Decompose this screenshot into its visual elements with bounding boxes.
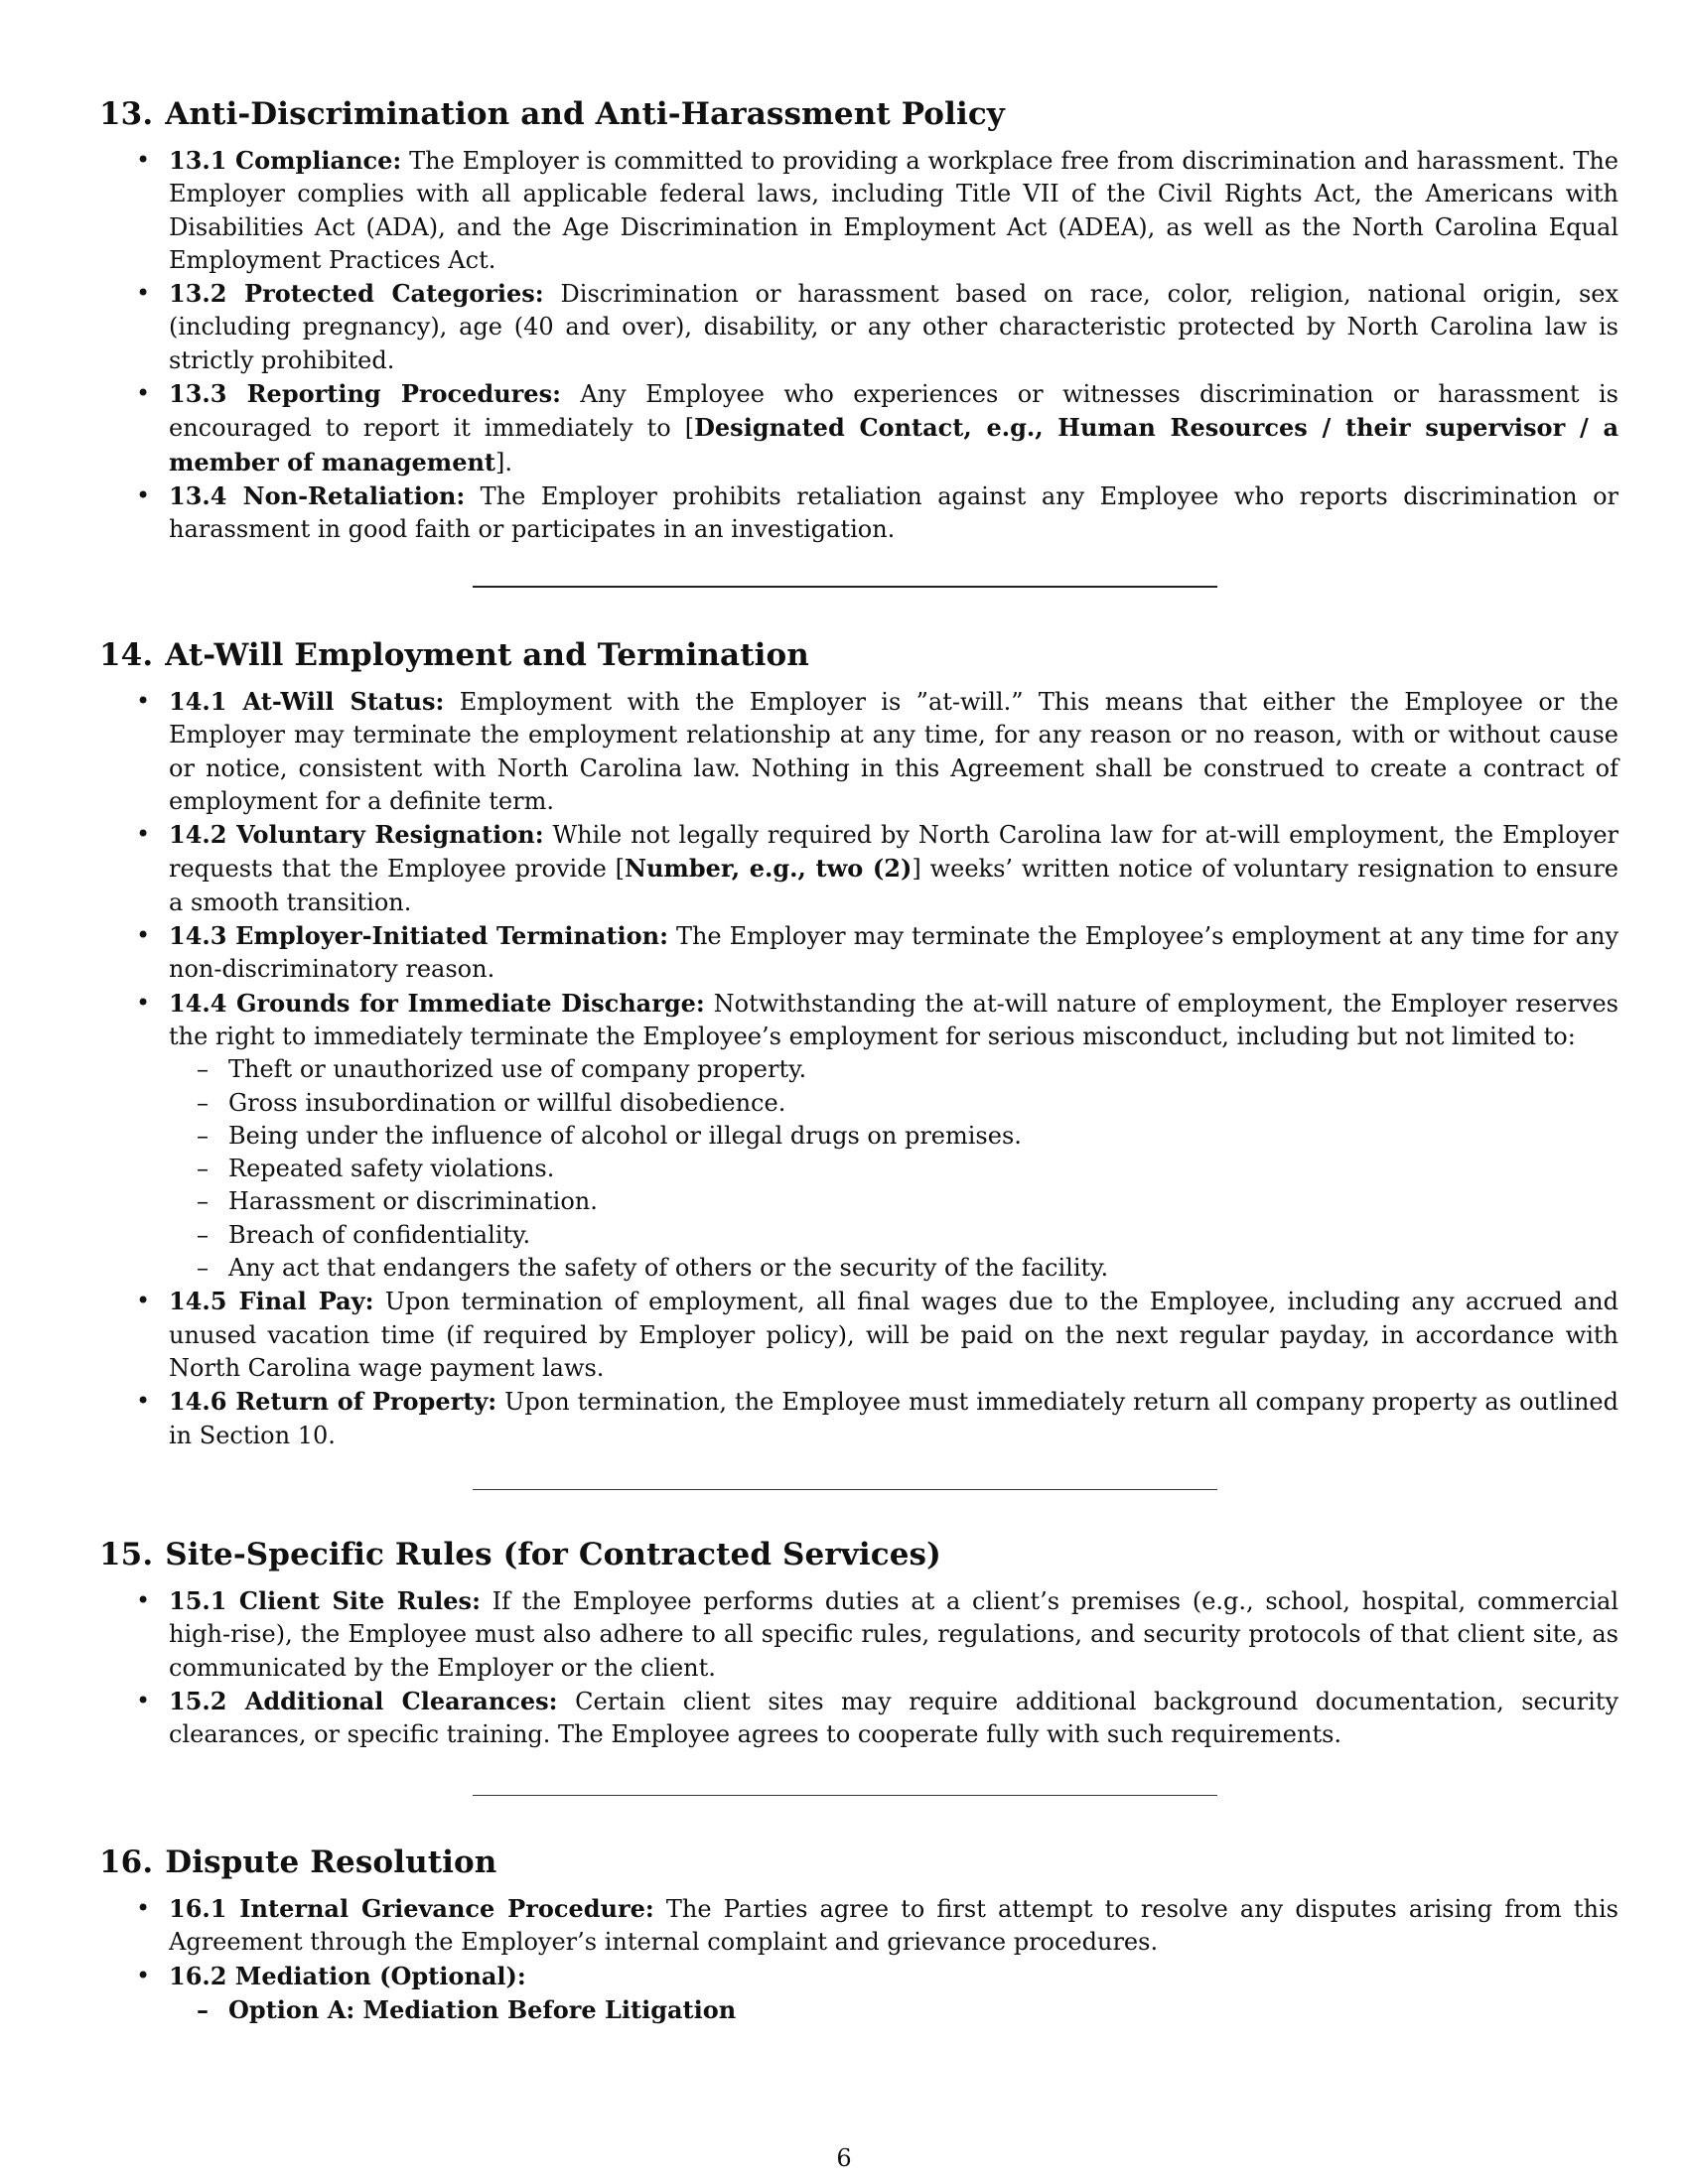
section-list xyxy=(99,1892,1619,2026)
sub-list-item: – Gross insubordination or willful disobedience. xyxy=(169,1087,1618,1120)
list-item: • 13.4 Non-Retaliation: The Employer prohibits retaliation against any Employee who reports discrimination or harassment in good faith or participates in an investigation. xyxy=(99,479,1618,547)
sub-list xyxy=(169,1053,1618,1285)
section-heading: 16. Dispute Resolution xyxy=(99,1844,497,1880)
list-item: • 16.1 Internal Grievance Procedure: The Parties agree to first attempt to resolve any disputes arising from this Agreement through the Employer’s internal complaint and grievance procedures. xyxy=(99,1892,1618,1960)
list-item: • 14.3 Employer-Initiated Termination: The Employer may terminate the Employee’s employment at any time for any non-discriminatory reason. xyxy=(99,919,1618,987)
list-item: • 15.1 Client Site Rules: If the Employee performs duties at a client’s premises (e.g., school, hospital, commercial high-rise), the Employee must also adhere to all specific rules, regulations, and security protocols of that client site, as communicated by the Employer or the client. xyxy=(99,1584,1618,1685)
list-item: • 14.2 Voluntary Resignation: While not legally required by North Carolina law for at-will employment, the Employer requests that the Employee provide [Number, e.g., two (2)] weeks’ written notice of voluntary resignation to ensure a smooth transition. xyxy=(99,818,1618,919)
list-item: • 14.6 Return of Property: Upon termination, the Employee must immediately return all company property as outlined in Section 10. xyxy=(99,1385,1618,1452)
section-13 xyxy=(99,94,1619,547)
sub-list xyxy=(169,1993,1618,2026)
sub-list-item: – Repeated safety violations. xyxy=(169,1153,1618,1185)
sub-list-item: – Being under the influence of alcohol or illegal drugs on premises. xyxy=(169,1120,1618,1153)
sub-list-item: – Theft or unauthorized use of company property. xyxy=(169,1053,1618,1086)
sub-list-item: – Any act that endangers the safety of others or the security of the facility. xyxy=(169,1252,1618,1285)
list-item: • 14.1 At-Will Status: Employment with the Employer is ”at-will.” This means that either the Employee or the Employer may terminate the employment relationship at any time, for any reason or no reason, with or without cause or notice, consistent with North Carolina law. Nothing in this Agreement shall be construed to create a contract of employment for a definite term. xyxy=(99,685,1618,818)
placeholder-field: Designated Contact, e.g., Human Resources / their supervisor / a member of management xyxy=(169,413,1619,477)
section-16 xyxy=(99,1843,1619,2026)
sub-list-item: – Harassment or discrimination. xyxy=(169,1185,1618,1218)
page-number: 6 xyxy=(836,2144,852,2172)
sub-list-item: – Option A: Mediation Before Litigation xyxy=(169,1993,1618,2026)
section-15 xyxy=(99,1535,1619,1751)
section-divider xyxy=(473,1795,1217,1796)
list-item: • 13.2 Protected Categories: Discrimination or harassment based on race, color, religion, national origin, sex (including pregnancy), age (40 and over), disability, or any other characteristic protected by North Carolina law is strictly prohibited. xyxy=(99,277,1618,377)
section-divider xyxy=(473,1489,1217,1490)
list-item: • 16.2 Mediation (Optional): – Option A: Mediation Before Litigation xyxy=(99,1960,1618,2027)
section-list xyxy=(99,1584,1619,1751)
section-heading: 13. Anti-Discrimination and Anti-Harassment Policy xyxy=(99,96,1005,132)
section-divider xyxy=(473,586,1217,588)
list-item: • 13.1 Compliance: The Employer is committed to providing a workplace free from discrimination and harassment. The Employer complies with all applicable federal laws, including Title VII of the Civil Rights Act, the Americans with Disabilities Act (ADA), and the Age Discrimination in Employment Act (ADEA), as well as the North Carolina Equal Employment Practices Act. xyxy=(99,144,1618,277)
section-list xyxy=(99,685,1619,1452)
list-item: • 14.4 Grounds for Immediate Discharge: Notwithstanding the at-will nature of employment, the Employer reserves the right to immediately terminate the Employee’s employment for serious misconduct, including but not limited to: – Theft or unauthorized use of company property. – Gross insubordination or willful disobedience. – Being under the influence of alcohol or illegal drugs on premises. – Repeated safety violations. – Harassment or discrimination. – Breach of confidentiality. – Any act that endangers the safety of others or the security of the facility. xyxy=(99,987,1618,1286)
list-item: • 13.3 Reporting Procedures: Any Employee who experiences or witnesses discrimination or harassment is encouraged to report it immediately to [Designated Contact, e.g., Human Resources / their supervisor / a member of management]. xyxy=(99,377,1618,479)
section-14 xyxy=(99,635,1619,1452)
list-item: • 14.5 Final Pay: Upon termination of employment, all final wages due to the Employee, including any accrued and unused vacation time (if required by Employer policy), will be paid on the next regular payday, in accordance with North Carolina wage payment laws. xyxy=(99,1285,1618,1385)
sub-list-item: – Breach of confidentiality. xyxy=(169,1219,1618,1252)
section-heading: 15. Site-Specific Rules (for Contracted Services) xyxy=(99,1537,941,1572)
section-list xyxy=(99,144,1619,547)
list-item: • 15.2 Additional Clearances: Certain client sites may require additional background documentation, security clearances, or specific training. The Employee agrees to cooperate fully with such requirements. xyxy=(99,1685,1618,1752)
placeholder-field: Number, e.g., two (2) xyxy=(625,854,913,884)
section-heading: 14. At-Will Employment and Termination xyxy=(99,637,809,673)
